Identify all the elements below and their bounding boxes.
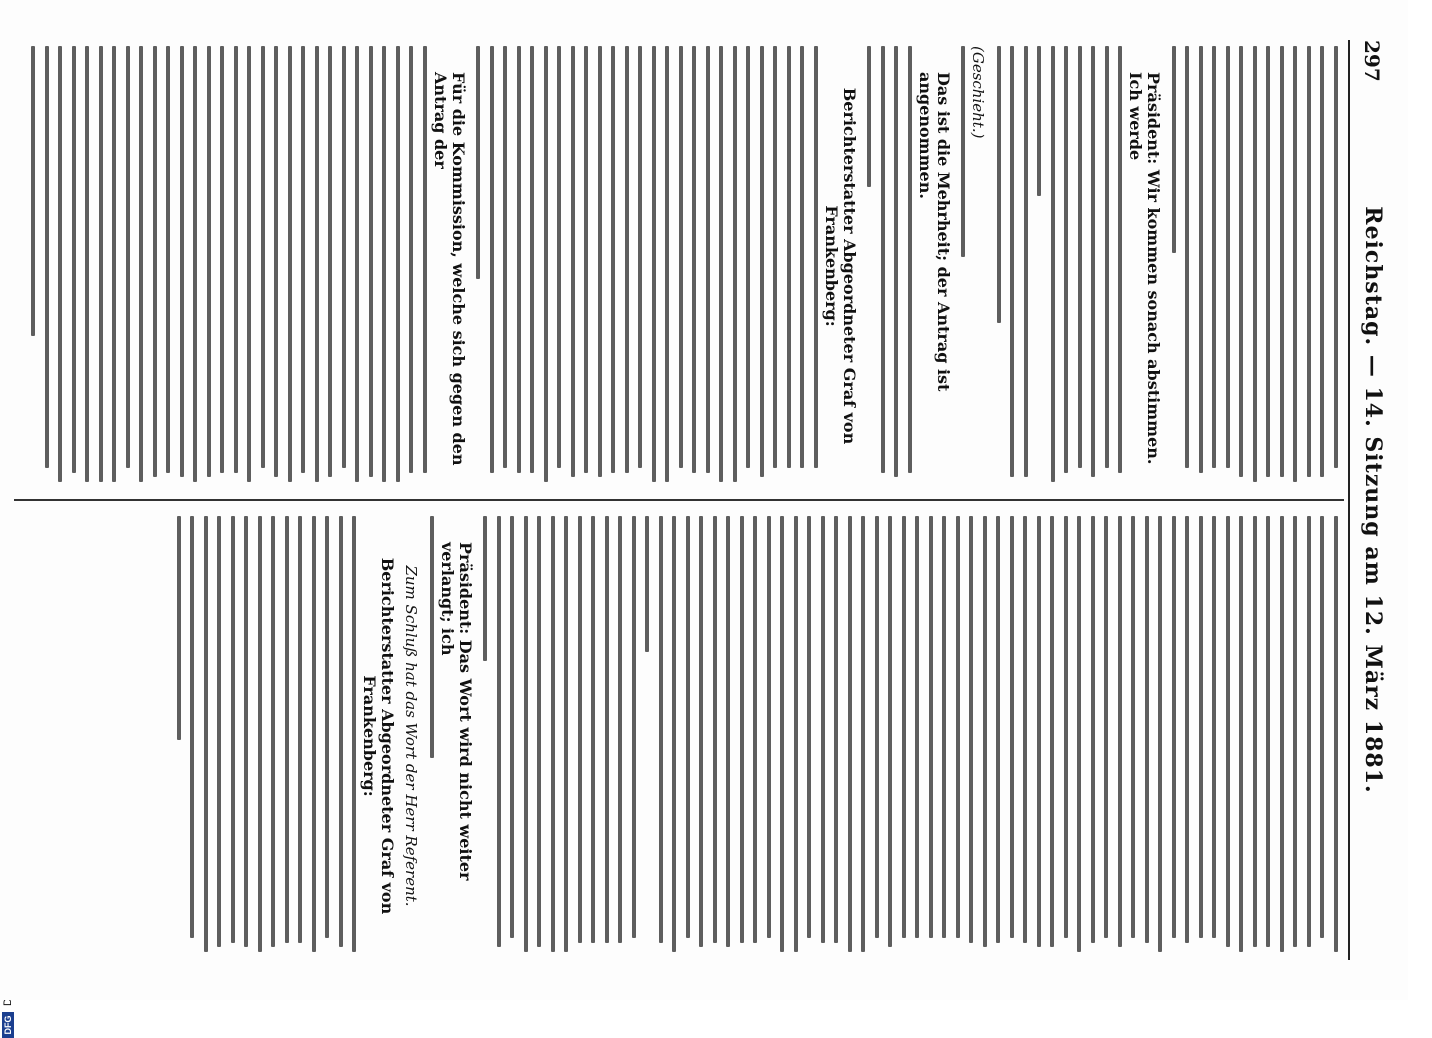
text-line [875,516,879,938]
text-line [1213,46,1217,468]
text-line [1159,516,1163,952]
text-line [835,516,839,943]
text-line [551,516,555,952]
text-column-right [18,516,1338,956]
dfg-logo-icon: DFG [2,1012,14,1038]
text-line [605,516,609,943]
text-line [410,46,414,473]
text-line [207,46,211,477]
text-line [821,516,825,943]
text-line [204,516,208,952]
text-line [45,46,49,468]
text-line [59,46,63,482]
text-line [1118,516,1122,947]
text-line [326,516,330,938]
text-line [1253,516,1257,947]
text-line [983,516,987,947]
text-line [1199,516,1203,938]
text-line [868,46,872,187]
text-line [659,516,663,943]
text-line [1267,516,1271,947]
text-line [666,46,670,482]
text-line [700,516,704,947]
text-line [490,46,494,473]
speaker-label: Präsident: Wir kommen sonach abstimmen. Ich werde [1126,72,1164,465]
text-line [881,46,885,473]
text-line [1294,516,1298,947]
text-line [943,516,947,938]
header-rule [1348,40,1350,960]
text-line [1199,46,1203,473]
text-line [32,46,36,336]
text-line [652,46,656,482]
text-line [538,516,542,947]
text-line [72,46,76,473]
text-line [1280,46,1284,477]
text-line [218,516,222,947]
text-line [781,516,785,952]
text-line [299,516,303,943]
text-line [558,46,562,468]
speaker-label: Berichterstatter Abgeordneter Graf von Frankenberg: [360,557,398,915]
text-line [477,46,481,279]
text-line [578,516,582,943]
text-line [167,46,171,473]
text-line [713,516,717,943]
text-line [646,516,650,652]
speaker-label: Das ist die Mehrheit; der Antrag ist angenommen. [916,72,953,392]
text-line [997,516,1001,943]
text-line [673,516,677,952]
text-line [1172,516,1176,938]
speaker-label: Berichterstatter Abgeordneter Graf von Frankenberg: [822,87,859,445]
text-line [1038,46,1042,196]
text-line [1024,516,1028,943]
text-line [794,516,798,952]
text-line [329,46,333,477]
text-column-left [18,46,1338,486]
text-line [619,516,623,943]
text-line [86,46,90,482]
text-line [1240,516,1244,952]
text-line [1092,46,1096,477]
text-line [1145,516,1149,943]
text-line [315,46,319,482]
text-line [353,516,357,952]
text-line [126,46,130,468]
text-line [1119,46,1123,473]
text-line [1321,516,1325,938]
text-line [808,516,812,938]
text-line [231,516,235,943]
text-line [754,516,758,943]
text-line [1334,516,1338,952]
text-line [679,46,683,468]
text-line [1078,516,1082,952]
text-line [1307,46,1311,477]
text-line [970,516,974,943]
text-line [423,46,427,473]
text-line [929,516,933,938]
text-line [484,516,488,661]
text-line [1024,46,1028,477]
text-line [504,46,508,468]
text-line [585,46,589,473]
text-line [997,46,1001,323]
text-line [511,516,515,938]
text-line [517,46,521,473]
text-line [383,46,387,482]
text-line [962,46,966,257]
text-line [369,46,373,477]
text-line [1011,46,1015,477]
text-line [565,516,569,952]
text-line [153,46,157,477]
text-line [720,46,724,482]
text-line [787,46,791,468]
text-line [312,516,316,952]
text-line [902,516,906,938]
text-line [113,46,117,482]
text-line [862,516,866,952]
text-line [1213,516,1217,938]
text-line [275,46,279,477]
text-line [1226,516,1230,947]
text-line [1226,46,1230,468]
text-line [801,46,805,468]
text-line [1064,516,1068,938]
text-line [1280,516,1284,952]
text-line [221,46,225,473]
text-line [625,46,629,473]
text-line [194,46,198,482]
text-line [531,46,535,473]
procedural-note: Zum Schluß hat das Wort der Herr Referent. [402,565,421,907]
speaker-label: Präsident: Das Wort wird nicht weiter verlangt; ich [438,542,475,881]
text-line [693,46,697,473]
text-line [1240,46,1244,477]
text-line [908,46,912,473]
text-line [598,46,602,477]
text-line [889,516,893,947]
text-line [767,516,771,938]
text-line [285,516,289,943]
text-line [1051,516,1055,947]
speaker-label: Für die Kommission, welche sich gegen den Antrag der [431,72,468,466]
text-line [1037,516,1041,947]
text-line [248,46,252,482]
text-line [632,516,636,938]
text-line [1186,46,1190,468]
text-line [302,46,306,473]
text-line [191,516,195,938]
text-line [1105,46,1109,468]
text-line [1307,516,1311,947]
text-line [1065,46,1069,473]
page-number: 297 [1360,40,1384,82]
text-line [956,516,960,938]
text-line [1105,516,1109,938]
text-line [848,516,852,952]
text-line [1253,46,1257,482]
text-line [272,516,276,947]
page-header [1356,40,1390,960]
text-line [814,46,818,468]
text-line [1051,46,1055,482]
text-line [774,46,778,468]
text-line [1078,46,1082,468]
text-line [727,516,731,947]
text-line [177,516,181,740]
text-line [288,46,292,482]
text-line [760,46,764,477]
procedural-note: (Geschieht.) [969,46,988,139]
text-line [895,46,899,477]
text-line [180,46,184,477]
text-line [740,516,744,943]
text-line [258,516,262,952]
text-line [1267,46,1271,477]
text-line [339,516,343,947]
text-line [1132,516,1136,938]
text-line [524,516,528,952]
text-line [140,46,144,482]
text-line [497,516,501,947]
text-line [1172,46,1176,253]
column-divider [14,499,1344,501]
text-line [1186,516,1190,943]
text-line [639,46,643,468]
text-line [733,46,737,482]
text-line [686,516,690,938]
text-line [612,46,616,473]
text-line [430,516,434,758]
text-line [396,46,400,482]
page-title: Reichstag. — 14. Sitzung am 12. März 1881. [1360,206,1386,794]
text-line [1334,46,1338,468]
text-line [261,46,265,468]
text-line [1091,516,1095,943]
text-line [234,46,238,473]
text-line [356,46,360,482]
text-line [342,46,346,468]
text-line [544,46,548,482]
text-line [916,516,920,938]
text-line [747,46,751,468]
text-line [592,516,596,943]
text-line [99,46,103,482]
text-line [706,46,710,473]
text-line [571,46,575,477]
text-line [245,516,249,947]
text-line [1010,516,1014,938]
text-line [1321,46,1325,477]
text-line [1294,46,1298,482]
